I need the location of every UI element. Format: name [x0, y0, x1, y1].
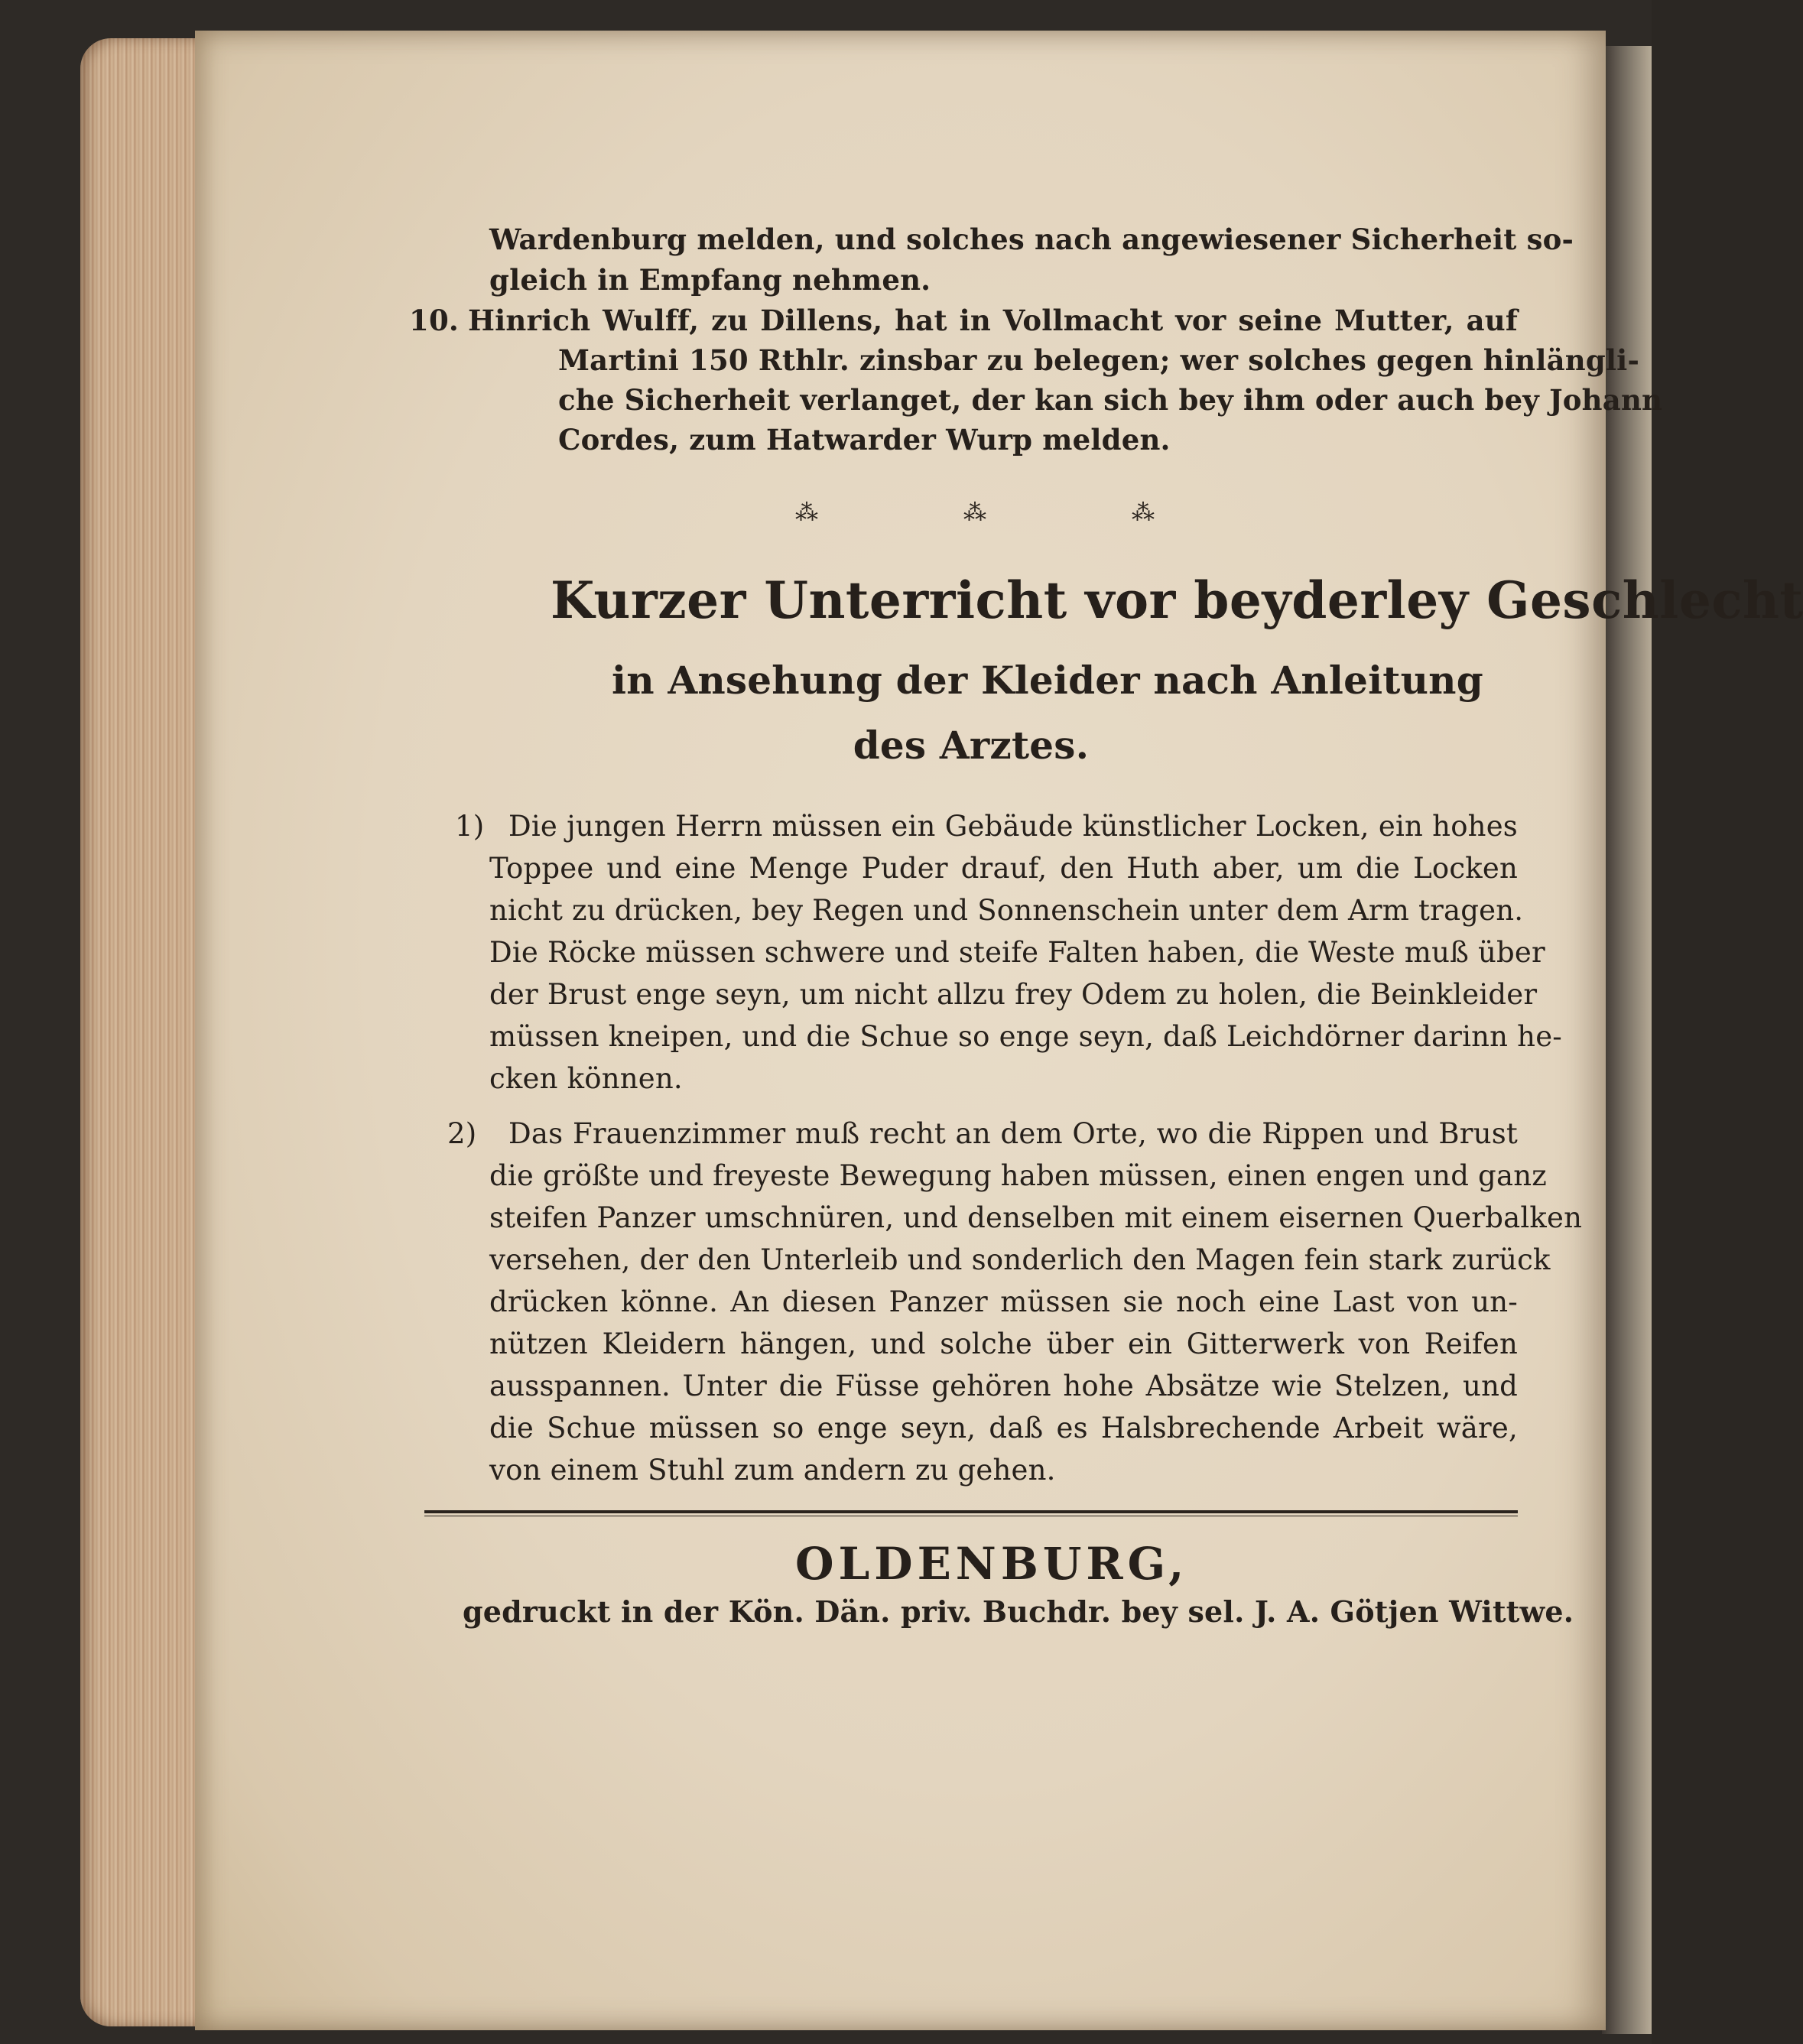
item-2-number: 2) [447, 1117, 477, 1150]
item-2-line: ausspannen. Unter die Füsse gehören hohe Absätze wie Stelzen, und [489, 1370, 1518, 1402]
item-1-line: der Brust enge seyn, um nicht allzu frey Odem zu holen, die Beinkleider [489, 978, 1538, 1011]
item-2-line: versehen, der den Unterleib und sonderlich den Magen fein stark zurück [489, 1243, 1551, 1276]
asterism-left: ⁂ [795, 499, 819, 526]
asterism-ornament [765, 489, 1193, 551]
article-subtitle-2: des Arztes. [853, 723, 1090, 768]
item-1-line: Toppee und eine Menge Puder drauf, den Huth aber, um die Locken [489, 852, 1518, 885]
notice-line-2: Martini 150 Rthlr. zinsbar zu belegen; wer solches gegen hinlängli- [558, 343, 1639, 377]
item-2-line: Das Frauenzimmer muß recht an dem Orte, wo die Rippen und Brust [508, 1117, 1518, 1150]
item-2-line: die größte und freyeste Bewegung haben müssen, einen engen und ganz [489, 1159, 1547, 1192]
item-1-line: nicht zu drücken, bey Regen und Sonnenschein unter dem Arm tragen. [489, 894, 1524, 927]
asterism-right: ⁂ [1132, 499, 1155, 526]
article-title: Kurzer Unterricht vor beyderley Geschlecht [551, 570, 1803, 630]
item-2-line: drücken könne. An diesen Panzer müssen sie noch eine Last von un- [489, 1285, 1518, 1318]
item-2-line: steifen Panzer umschnüren, und denselben mit einem eisernen Querbalken [489, 1201, 1583, 1234]
item-1-line: Die jungen Herrn müssen ein Gebäude künstlicher Locken, ein hohes [508, 810, 1518, 843]
asterism-center: ⁂ [963, 499, 987, 526]
notice-line-1: Hinrich Wulff, zu Dillens, hat in Vollmacht vor seine Mutter, auf [468, 304, 1518, 337]
item-2-line: die Schue müssen so enge seyn, daß es Halsbrechende Arbeit wäre, [489, 1412, 1518, 1444]
item-1-line: Die Röcke müssen schwere und steife Falten haben, die Weste muß über [489, 936, 1545, 969]
notice-line-4: Cordes, zum Hatwarder Wurp melden. [558, 423, 1171, 457]
item-2-line: von einem Stuhl zum andern zu gehen. [489, 1454, 1056, 1487]
notice-number: 10. [409, 304, 459, 337]
imprint-city: OLDENBURG, [795, 1538, 1189, 1590]
notice-line-3: che Sicherheit verlanget, der kan sich bey ihm oder auch bey Johann [558, 383, 1663, 417]
notice-continued-line-1: Wardenburg melden, und solches nach angewiesener Sicherheit so- [489, 223, 1574, 256]
item-1-number: 1) [455, 810, 485, 843]
item-1-line: müssen kneipen, und die Schue so enge seyn, daß Leichdörner darinn he- [489, 1020, 1562, 1053]
imprint-line: gedruckt in der Kön. Dän. priv. Buchdr. bey sel. J. A. Götjen Wittwe. [463, 1594, 1574, 1629]
item-2-line: nützen Kleidern hängen, und solche über ein Gitterwerk von Reifen [489, 1327, 1518, 1360]
article-subtitle-1: in Ansehung der Kleider nach Anleitung [612, 658, 1483, 703]
divider-rule [424, 1510, 1518, 1513]
item-1-line: cken können. [489, 1062, 683, 1095]
notice-continued-line-2: gleich in Empfang nehmen. [489, 263, 931, 297]
